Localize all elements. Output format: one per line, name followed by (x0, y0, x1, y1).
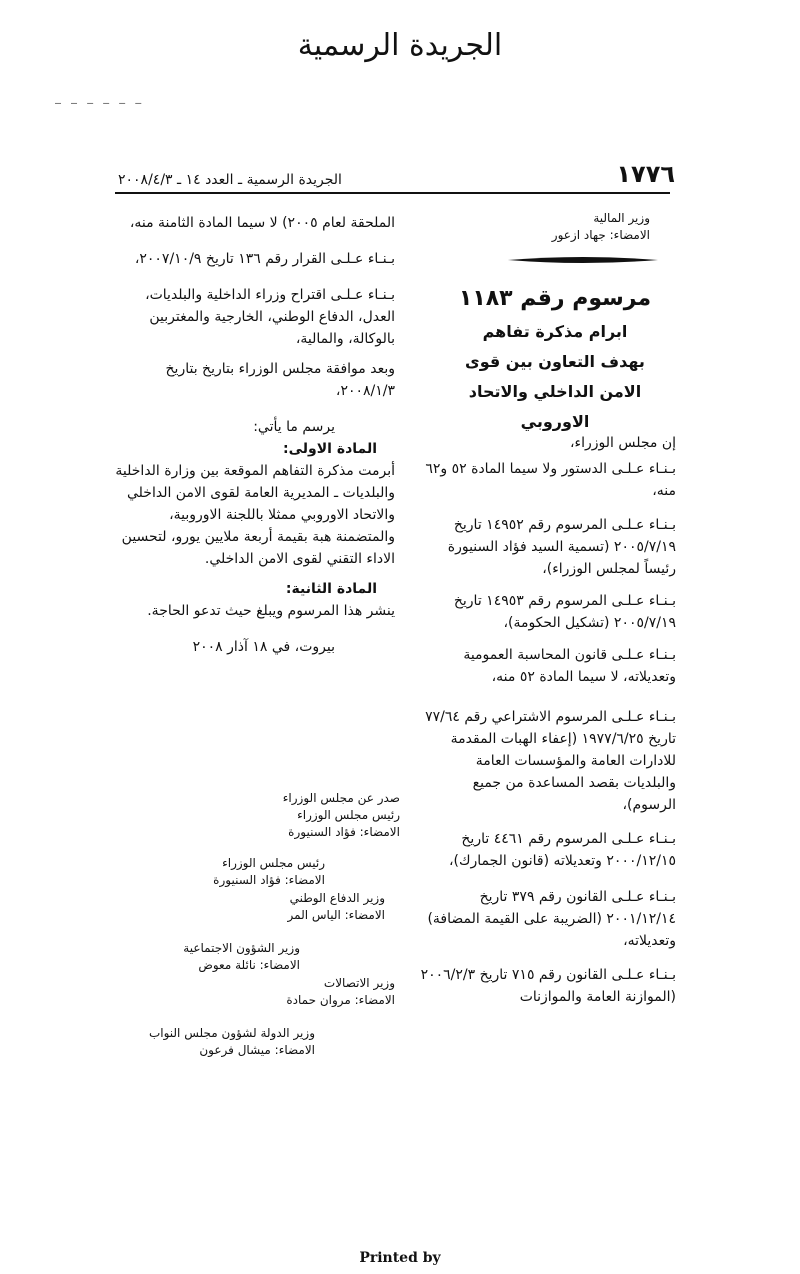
signature-line: وزير الشؤون الاجتماعية (183, 941, 300, 955)
recital-decree-14952: بـنـاء عـلـى المرسوم رقم ١٤٩٥٢ تاريخ ٢٠٠٥/٧/١٩ (تسمية السيد فؤاد السنيورة رئيساً لمجلس الوزراء)، (447, 517, 676, 577)
signature-line: وزير الدفاع الوطني (289, 891, 385, 905)
decree-heading (445, 286, 665, 437)
running-header: الجريدة الرسمية ـ العدد ١٤ ـ ٢٠٠٨/٤/٣ (118, 172, 342, 188)
signature-issued (250, 790, 400, 841)
decree-subtitle-1: ابرام مذكرة تفاهم (482, 322, 628, 341)
page-number: ١٧٧٦ (616, 160, 675, 188)
budget-continuation: الملحقة لعام ٢٠٠٥) لا سيما المادة الثامنة منه، (129, 215, 395, 231)
signature-line: رئيس مجلس الوزراء (222, 856, 325, 870)
header-rule (115, 192, 670, 194)
recital-public-accounting: بـنـاء عـلـى قانون المحاسبة العمومية وتعديلاته، لا سيما المادة ٥٢ منه، (463, 647, 676, 685)
printed-by-footer: Printed by (359, 1250, 441, 1266)
signature-line: الامضاء: نائلة معوض (198, 958, 300, 972)
top-signature (540, 210, 650, 244)
signature-line: رئيس مجلس الوزراء (297, 808, 400, 822)
recital-decree-14953: بـنـاء عـلـى المرسوم رقم ١٤٩٥٣ تاريخ ٢٠٠٥/٧/١٩ (تشكيل الحكومة)، (453, 593, 676, 631)
recital-decision-136: بـنـاء عـلـى القرار رقم ١٣٦ تاريخ ٢٠٠٧/١٠/٩، (134, 251, 395, 267)
signature-pm (160, 855, 325, 889)
signature-line: وزير الاتصالات (323, 976, 395, 990)
signature-line: وزير الدولة لشؤون مجلس النواب (148, 1026, 315, 1040)
signature-line: الامضاء: فؤاد السنيورة (213, 873, 325, 887)
article-1-title: المادة الاولى: (283, 441, 377, 457)
article-1-text: أبرمت مذكرة التفاهم الموقعة بين وزارة الداخلية والبلديات ـ المديرية العامة لقوى الامن الداخلي والاتحاد الاوروبي ممثلا باللجنة الاوروبية، والمتضمنة هبة بقيمة أربعة ملايين يورو، لتحسين الاداء التقني لقوى الامن الداخلي. (115, 463, 395, 567)
decrees-line: يرسم ما يأتي: (253, 419, 335, 435)
signature-parliament-affairs (130, 1025, 315, 1059)
recital-ministers-proposal: بـنـاء عـلـى اقتراح وزراء الداخلية والبلديات، العدل، الدفاع الوطني، الخارجية والمغتربين بالوكالة، والمالية، (145, 287, 395, 347)
recital-vat: بـنـاء عـلـى القانون رقم ٣٧٩ تاريخ ٢٠٠١/١٢/١٤ (الضريبة على القيمة المضافة) وتعديلاته، (427, 889, 676, 949)
decorative-marks: — — — — — — (55, 98, 144, 109)
signature-line: الامضاء: مروان حمادة (286, 993, 395, 1007)
recital-constitution: بـنـاء عـلـى الدستور ولا سيما المادة ٥٢ و٦٢ منه، (425, 461, 676, 499)
recital-council-approval: وبعد موافقة مجلس الوزراء بتاريخ بتاريخ ٢٠٠٨/١/٣، (165, 361, 395, 399)
top-signature-role: وزير المالية (593, 211, 650, 225)
recital-customs: بـنـاء عـلـى المرسوم رقم ٤٤٦١ تاريخ ٢٠٠٠/١٢/١٥ وتعديلاته (قانون الجمارك)، (448, 831, 676, 869)
ornament-divider (508, 256, 658, 264)
signature-telecom (280, 975, 395, 1009)
signature-defense (260, 890, 385, 924)
decree-subtitle-2: بهدف التعاون بين قوى (465, 352, 645, 371)
preamble-opening: إن مجلس الوزراء، (570, 435, 676, 451)
decree-number: مرسوم رقم ١١٨٣ (458, 286, 652, 311)
signature-line: صدر عن مجلس الوزراء (282, 791, 400, 805)
recital-budget: بـنـاء عـلـى القانون رقم ٧١٥ تاريخ ٢٠٠٦/٢/٣ (الموازنة العامة والموازنات (420, 967, 676, 1005)
signature-line: الامضاء: ميشال فرعون (199, 1043, 315, 1057)
signature-line: الامضاء: فؤاد السنيورة (288, 825, 400, 839)
place-date: بيروت، في ١٨ آذار ٢٠٠٨ (192, 639, 335, 655)
right-column (420, 432, 676, 1008)
recital-legislative-decree: بـنـاء عـلـى المرسوم الاشتراعي رقم ٧٧/٦٤ تاريخ ١٩٧٧/٦/٢٥ (إعفاء الهبات المقدمة للادارات العامة والمؤسسات العامة والبلديات بقصد المساعدة من جميع الرسوم)، (425, 709, 676, 813)
article-2-title: المادة الثانية: (285, 581, 377, 597)
signature-line: الامضاء: الياس المر (287, 908, 385, 922)
top-signature-name: الامضاء: جهاد ازعور (551, 228, 650, 242)
left-column (112, 212, 395, 658)
site-title: الجريدة الرسمية (297, 28, 503, 63)
article-2-text: ينشر هذا المرسوم ويبلغ حيث تدعو الحاجة. (147, 603, 395, 619)
decree-subtitle-3: الامن الداخلي والاتحاد الاوروبي (468, 382, 642, 431)
signature-social-affairs (140, 940, 300, 974)
